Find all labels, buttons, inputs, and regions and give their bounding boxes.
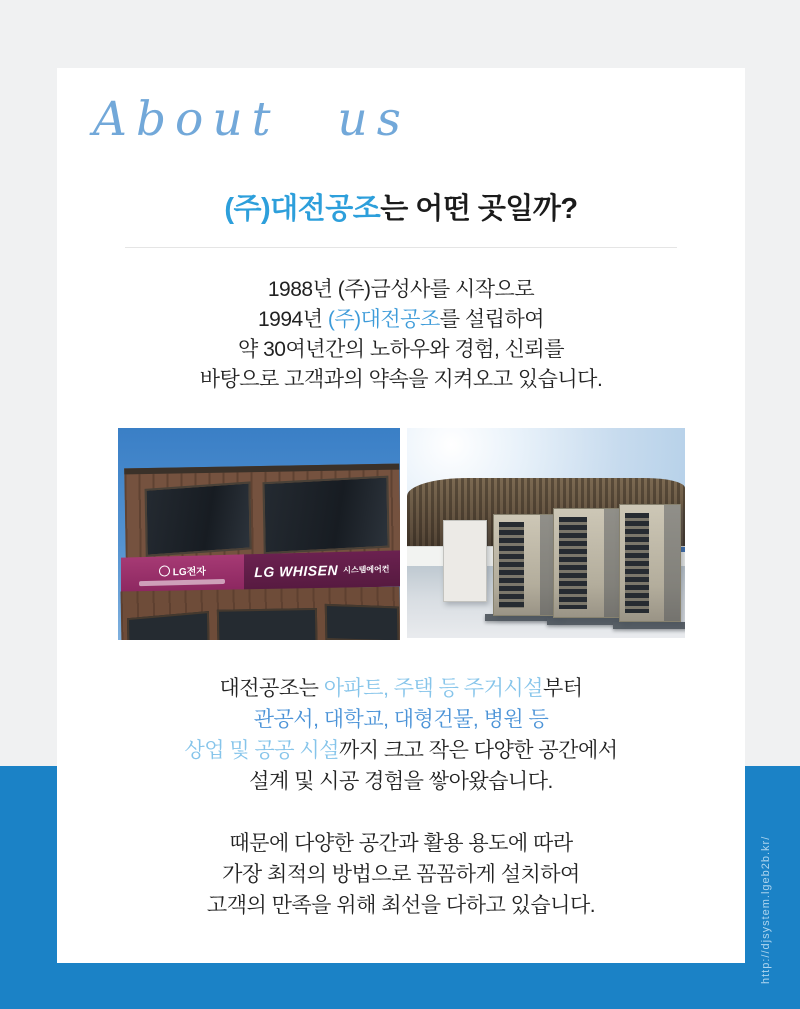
storefront-lower-window-2 (217, 608, 318, 640)
ac-unit-grille-2 (559, 517, 586, 610)
body2-line-1: 때문에 다양한 공간과 활용 용도에 따라 (229, 832, 573, 855)
intro-line-4: 바탕으로 고객과의 약속을 지켜오고 있습니다. (199, 368, 603, 391)
body1-line-1-pre: 대전공조는 (219, 677, 324, 700)
intro-line-1: 1988년 (주)금성사를 시작으로 (267, 278, 535, 301)
storefront-lower-floor (121, 587, 400, 640)
intro-line-2-pre: 1994년 (257, 308, 328, 331)
title-divider (125, 247, 677, 248)
ac-outdoor-unit-1 (493, 514, 557, 616)
about-us-script-heading: About us (93, 92, 410, 147)
page-title (57, 186, 745, 227)
body1-line-2: 관공서, 대학교, 대형건물, 병원 등 (253, 708, 549, 731)
body1-line-3-highlight: 상업 및 공공 시설 (184, 739, 339, 762)
intro-line-2-post: 를 설립하여 (439, 308, 545, 331)
storefront-upper-window-right (262, 476, 389, 555)
body1-line-1 (57, 673, 745, 704)
storefront-sign-right (244, 550, 400, 590)
intro-line-2-company: (주)대전공조 (327, 308, 440, 331)
system-aircon-text: 시스템에어컨 (343, 564, 390, 575)
storefront-sign-left (121, 554, 244, 593)
storefront-upper-floor (124, 464, 400, 563)
ac-outdoor-unit-2 (553, 508, 623, 618)
url-watermark: http://djsystem.lgeb2b.kr/ (760, 835, 772, 984)
photo-row (118, 428, 685, 640)
storefront-lower-window-3 (325, 604, 400, 640)
page-title-company: (주)대전공조 (224, 193, 381, 225)
ac-unit-side-3 (664, 505, 680, 621)
rooftop-cabinet (443, 520, 487, 602)
content-card (57, 68, 745, 963)
body1-line-4: 설계 및 시공 경험을 쌓아왔습니다. (249, 770, 553, 793)
body1-line-3-post: 까지 크고 작은 다양한 공간에서 (338, 739, 618, 762)
whisen-logo-text: LG WHISEN (254, 561, 339, 581)
page-title-rest: 는 어떤 곳일까? (380, 193, 578, 225)
body2-line-2: 가장 최적의 방법으로 꼼꼼하게 설치하여 (222, 863, 580, 886)
storefront-photo (118, 428, 400, 640)
intro-paragraph (57, 275, 745, 395)
lg-brand-label (159, 562, 206, 578)
intro-line-3: 약 30여년간의 노하우와 경험, 신뢰를 (237, 338, 565, 361)
body1-line-1-highlight: 아파트, 주택 등 주거시설 (323, 677, 543, 700)
body1-line-3 (57, 735, 745, 766)
lg-brand-text: LG전자 (172, 566, 206, 579)
intro-line-2 (57, 305, 745, 335)
unit-stand-3 (613, 622, 685, 629)
body-paragraph-2 (57, 828, 745, 921)
body1-line-1-post: 부터 (542, 677, 583, 700)
storefront-lower-window-1 (127, 611, 210, 640)
rooftop-units-photo (407, 428, 685, 638)
ac-unit-grille-3 (625, 513, 649, 613)
lg-logo-icon (159, 565, 170, 576)
ac-outdoor-unit-3 (619, 504, 681, 622)
sign-subtext-bar (139, 579, 225, 586)
storefront-upper-window-left (145, 481, 252, 556)
ac-unit-grille-1 (499, 522, 524, 608)
body2-line-3: 고객의 만족을 위해 최선을 다하고 있습니다. (206, 894, 596, 917)
body-paragraph-1 (57, 673, 745, 797)
